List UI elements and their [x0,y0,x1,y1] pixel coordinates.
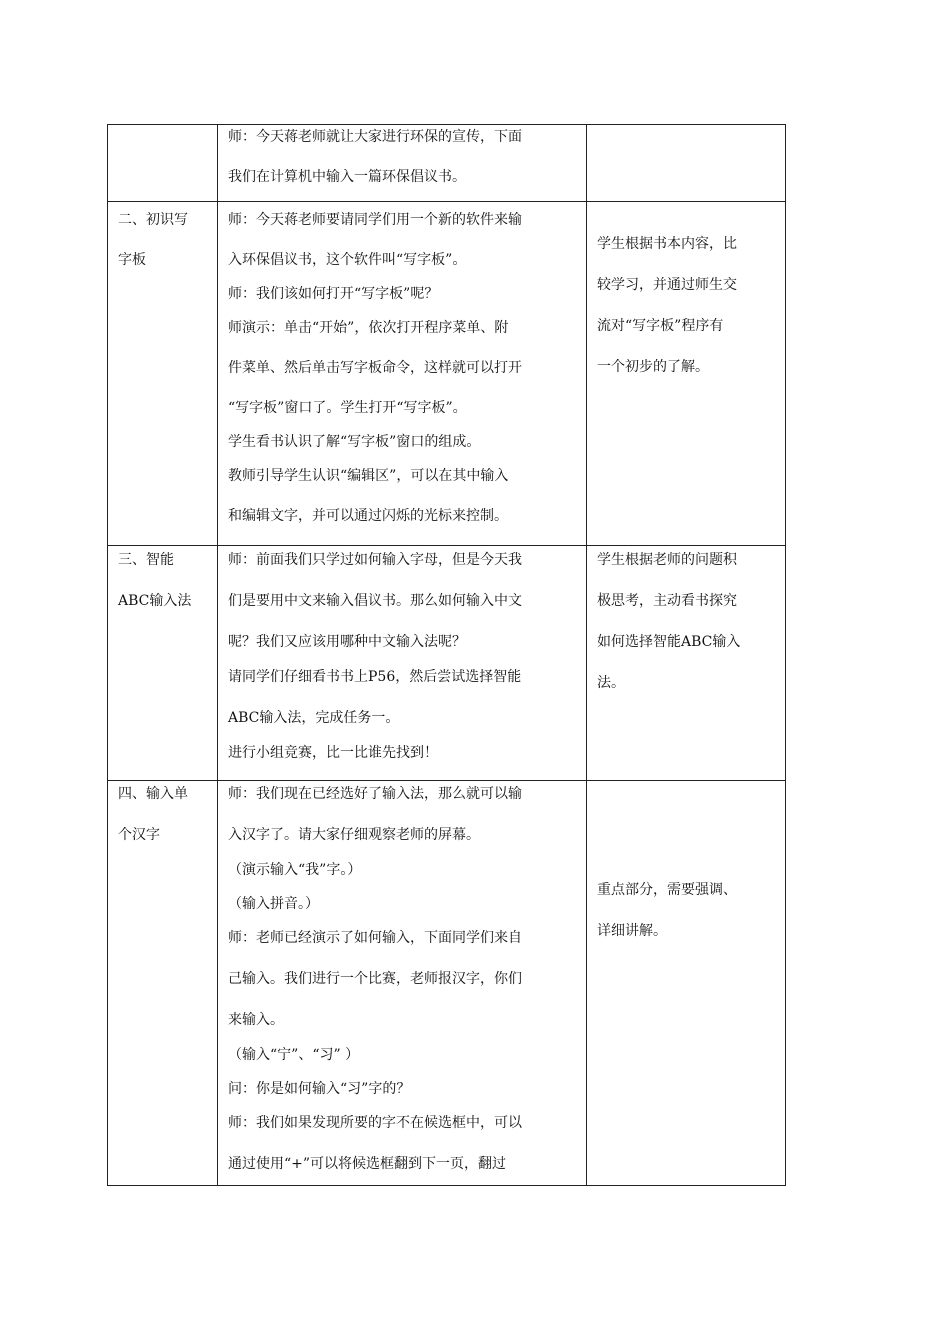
text-line: 进行小组竞赛，比一比谁先找到！ [228,745,438,761]
text-line: 问：你是如何输入“习”字的？ [228,1081,411,1097]
text-line: 流对“写字板”程序有 [597,318,724,334]
text-line: （演示输入“我”字。） [228,862,362,878]
text-line: 学生根据老师的问题积 [597,552,737,568]
text-line: 师：我们如果发现所要的字不在候选框中，可以 [228,1115,522,1131]
text-line: 入环保倡议书，这个软件叫“写字板”。 [228,252,467,268]
text-line: 学生根据书本内容，比 [597,236,737,252]
text-line: （输入拼音。） [228,896,319,912]
text-line: 来输入。 [228,1012,284,1028]
text-line: 师演示：单击“开始”，依次打开程序菜单、附 [228,320,509,336]
teacher-activity-cell [218,781,587,1186]
stage-label: 字板 [118,252,146,268]
text-line: 学生看书认识了解“写字板”窗口的组成。 [228,434,481,450]
text-line: 师：今天蒋老师要请同学们用一个新的软件来输 [228,212,522,228]
teacher-activity-cell [218,546,587,781]
stage-cell [108,202,218,546]
table-row [108,781,786,1186]
teacher-activity-cell [218,202,587,546]
stage-cell [108,125,218,202]
text-line: 我们在计算机中输入一篇环保倡议书。 [228,169,466,185]
stage-label: ABC输入法 [118,593,192,609]
text-line: 和编辑文字，并可以通过闪烁的光标来控制。 [228,508,508,524]
text-line: 己输入。我们进行一个比赛，老师报汉字，你们 [228,971,522,987]
stage-label: 个汉字 [118,827,160,843]
stage-label: 二、初识写 [118,212,188,228]
text-line: 请同学们仔细看书书上P56，然后尝试选择智能 [228,669,522,685]
text-line: 较学习，并通过师生交 [597,277,737,293]
text-line: 法。 [597,675,625,691]
text-line: 入汉字了。请大家仔细观察老师的屏幕。 [228,827,480,843]
text-line: 教师引导学生认识“编辑区”，可以在其中输入 [228,468,509,484]
text-line: “写字板”窗口了。学生打开“写字板”。 [228,400,467,416]
student-activity-cell [587,781,786,1186]
text-line: 们是要用中文来输入倡议书。那么如何输入中文 [228,593,522,609]
text-line: 师：前面我们只学过如何输入字母，但是今天我 [228,552,522,568]
text-line: 件菜单、然后单击写字板命令，这样就可以打开 [228,360,522,376]
text-line: 呢？我们又应该用哪种中文输入法呢？ [228,634,466,650]
student-activity-cell [587,125,786,202]
table-row [108,125,786,202]
text-line: ABC输入法，完成任务一。 [228,710,400,726]
stage-cell [108,546,218,781]
text-line: 师：老师已经演示了如何输入，下面同学们来自 [228,930,522,946]
text-line: 详细讲解。 [597,923,667,939]
text-line: 师：我们该如何打开“写字板”呢？ [228,286,439,302]
student-activity-cell [587,202,786,546]
table-row [108,202,786,546]
lesson-plan-table [107,124,786,1186]
text-line: 师：我们现在已经选好了输入法，那么就可以输 [228,786,522,802]
stage-cell [108,781,218,1186]
stage-label: 三、智能 [118,552,174,568]
text-line: 师：今天蒋老师就让大家进行环保的宣传，下面 [228,129,522,145]
text-line: 如何选择智能ABC输入 [597,634,741,650]
stage-label: 四、输入单 [118,786,188,802]
text-line: 重点部分，需要强调、 [597,882,737,898]
text-line: 通过使用“+”可以将候选框翻到下一页，翻过 [228,1156,507,1172]
text-line: 一个初步的了解。 [597,359,709,375]
table-row [108,546,786,781]
text-line: 极思考，主动看书探究 [597,593,737,609]
teacher-activity-cell [218,125,587,202]
text-line: （输入“宁”、“习” ） [228,1047,360,1063]
student-activity-cell [587,546,786,781]
